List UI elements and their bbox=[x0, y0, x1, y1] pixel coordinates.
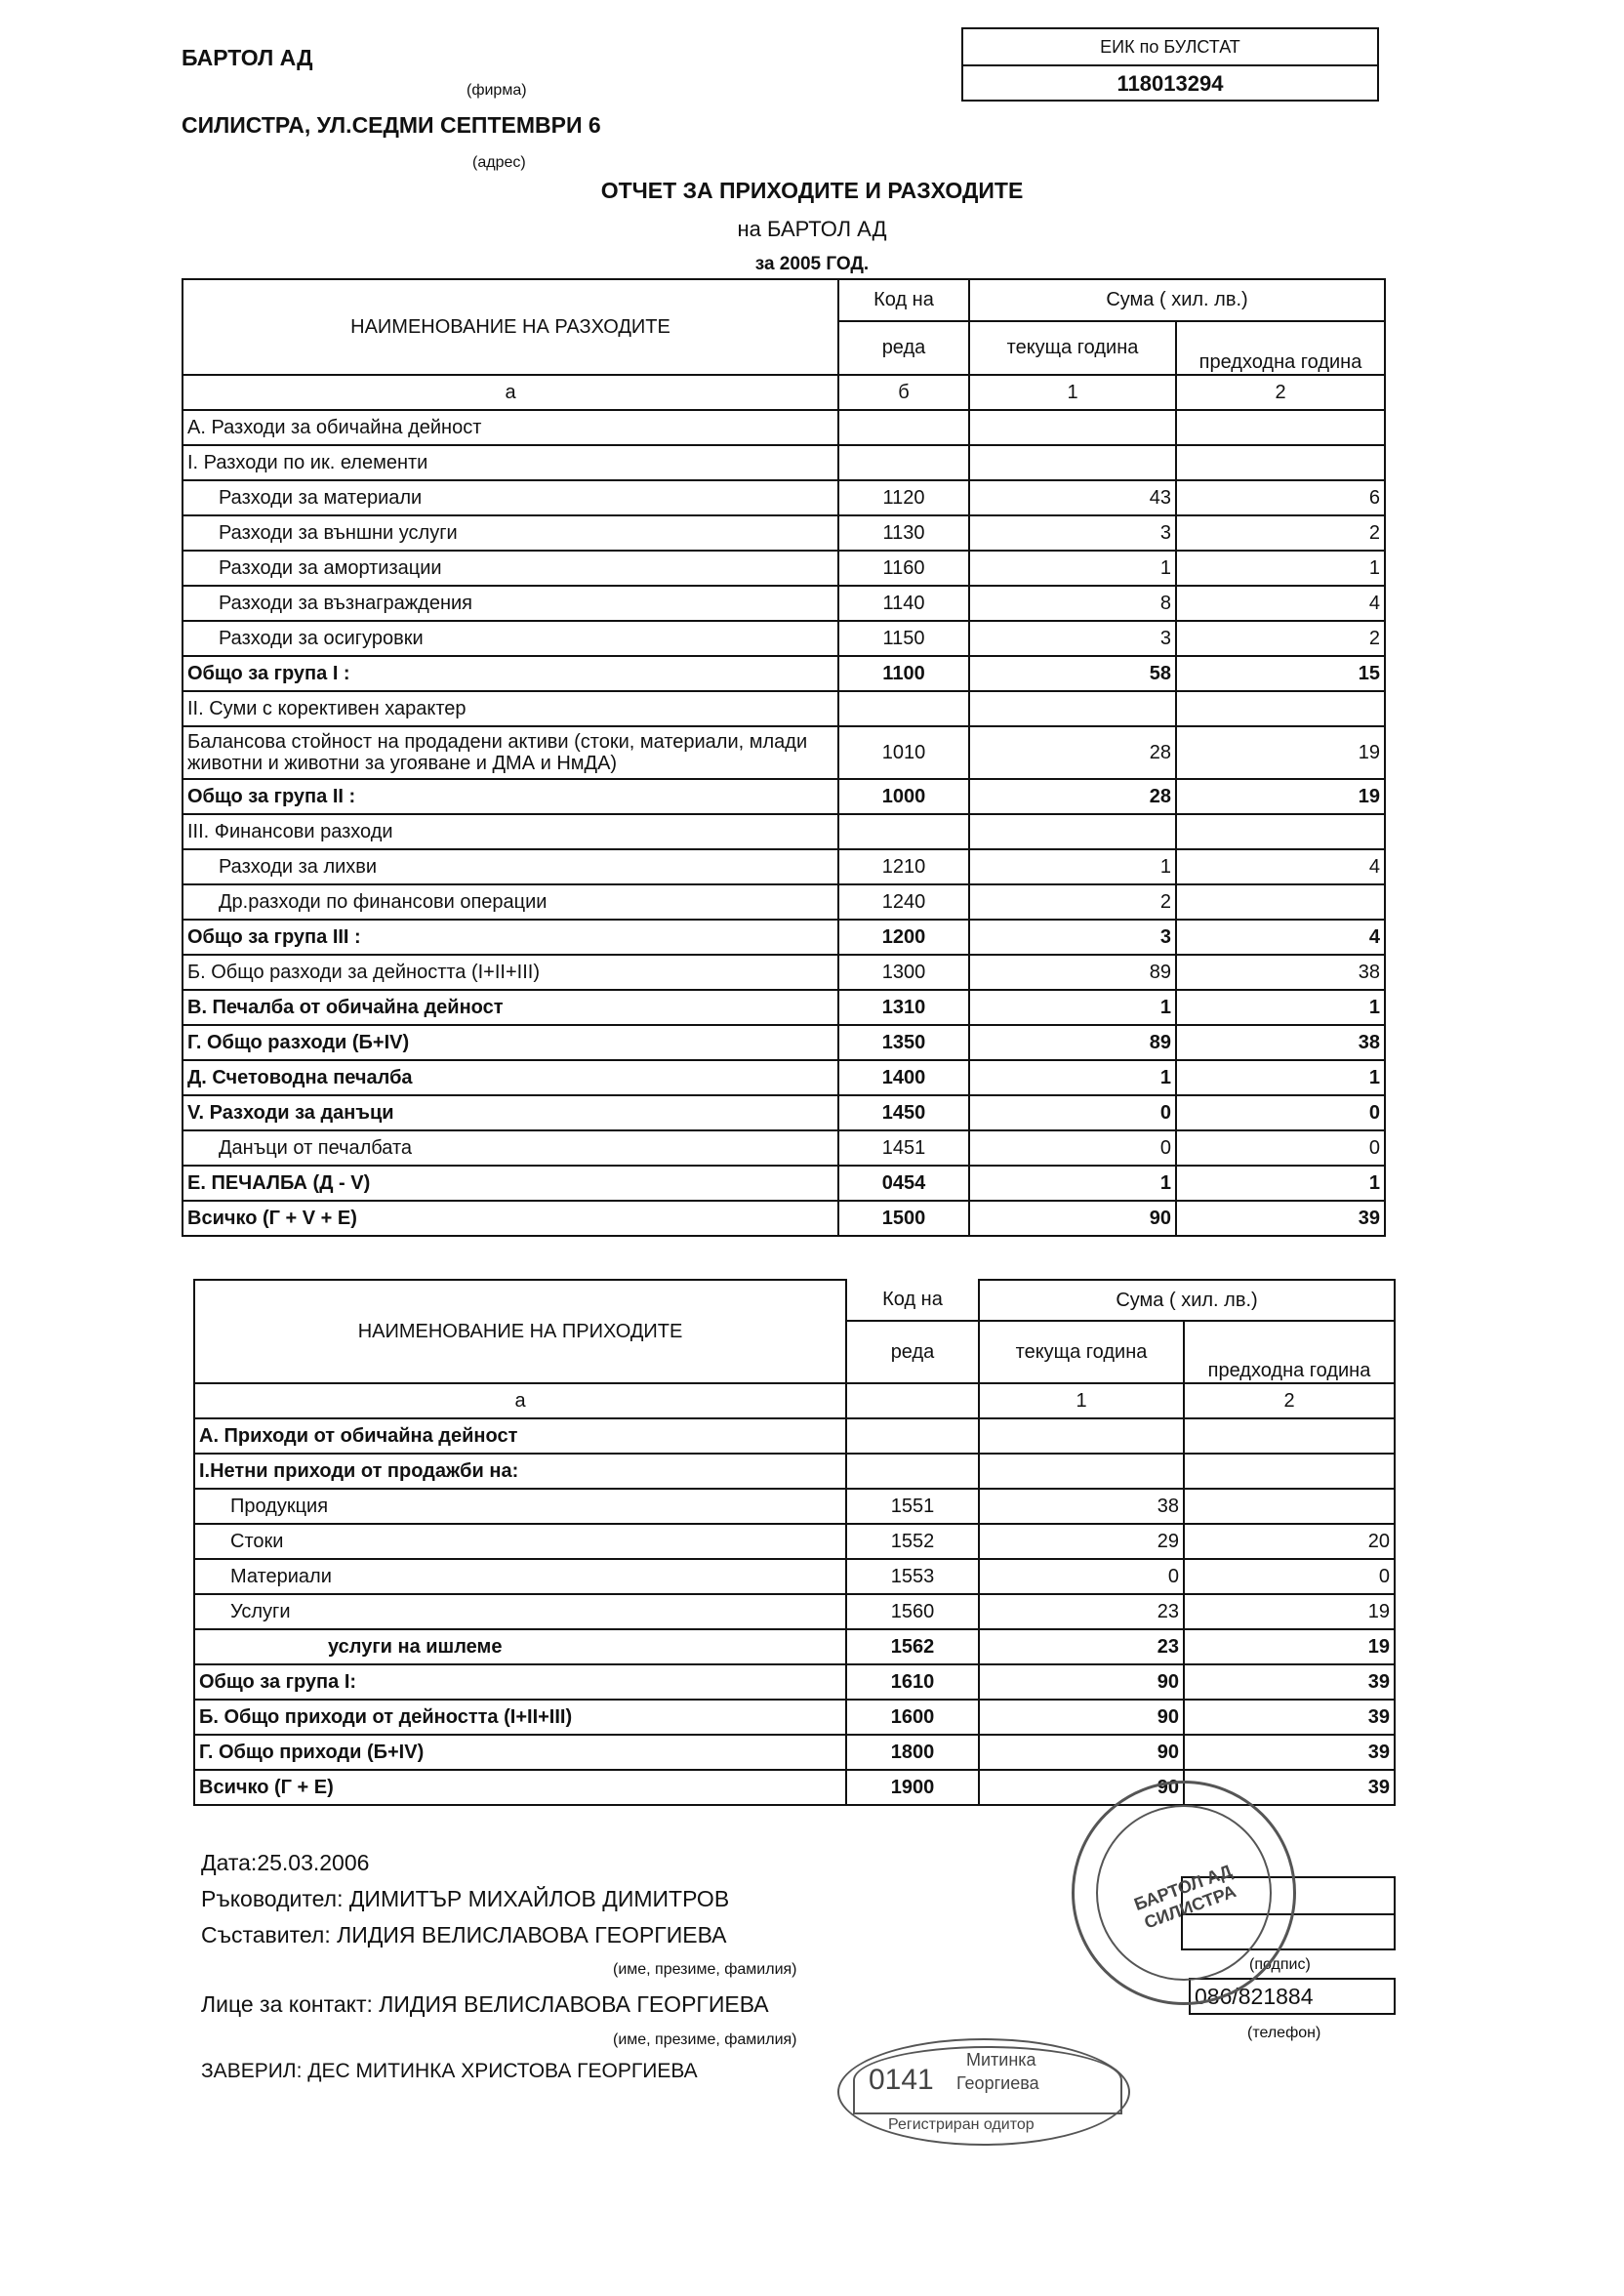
expenses-cell-name: V. Разходи за данъци bbox=[183, 1095, 838, 1130]
income-cell-current: 38 bbox=[979, 1489, 1184, 1524]
auditor-stamp-name-2: Георгиева bbox=[956, 2073, 1039, 2093]
expenses-cell-name: II. Суми с корективен характер bbox=[183, 691, 838, 726]
income-cell-code: 1551 bbox=[846, 1489, 979, 1524]
expenses-cell-name: Балансова стойност на продадени активи (стоки, материали, млади животни и животни за угояване и ДМА и НмДА) bbox=[183, 726, 838, 779]
income-cell-previous: 20 bbox=[1184, 1524, 1395, 1559]
income-cell-code: 1553 bbox=[846, 1559, 979, 1594]
income-col-current: текуща година bbox=[979, 1321, 1184, 1383]
income-cell-current: 90 bbox=[979, 1700, 1184, 1735]
expenses-cell-current: 3 bbox=[969, 920, 1176, 955]
income-index-1: 1 bbox=[979, 1383, 1184, 1418]
expenses-table bbox=[182, 278, 1386, 1237]
expenses-cell-current: 8 bbox=[969, 586, 1176, 621]
expenses-row bbox=[183, 621, 1385, 656]
income-cell-name: Продукция bbox=[194, 1489, 846, 1524]
expenses-cell-previous: 1 bbox=[1176, 990, 1385, 1025]
expenses-row bbox=[183, 480, 1385, 515]
expenses-cell-current bbox=[969, 445, 1176, 480]
expenses-cell-current bbox=[969, 814, 1176, 849]
expenses-cell-code: 1130 bbox=[838, 515, 969, 551]
compiler-name: Съставител: ЛИДИЯ ВЕЛИСЛАВОВА ГЕОРГИЕВА bbox=[201, 1922, 727, 1948]
contact-person: Лице за контакт: ЛИДИЯ ВЕЛИСЛАВОВА ГЕОРГИЕВА bbox=[201, 1991, 769, 2017]
income-row bbox=[194, 1594, 1395, 1629]
expenses-cell-current bbox=[969, 691, 1176, 726]
income-cell-name: Общо за група I: bbox=[194, 1664, 846, 1700]
income-cell-code: 1600 bbox=[846, 1700, 979, 1735]
round-company-stamp bbox=[1072, 1781, 1296, 2005]
income-cell-name: I.Нетни приходи от продажби на: bbox=[194, 1454, 846, 1489]
income-cell-current bbox=[979, 1418, 1184, 1454]
expenses-cell-code: 1300 bbox=[838, 955, 969, 990]
phone-box: 086/821884 bbox=[1189, 1978, 1396, 2015]
expenses-cell-current: 3 bbox=[969, 515, 1176, 551]
expenses-row bbox=[183, 779, 1385, 814]
signature-label: (подпис) bbox=[1249, 1956, 1311, 1973]
income-col-sum: Сума ( хил. лв.) bbox=[979, 1280, 1395, 1321]
expenses-cell-name: I. Разходи по ик. елементи bbox=[183, 445, 838, 480]
expenses-cell-code: 1010 bbox=[838, 726, 969, 779]
income-cell-current: 0 bbox=[979, 1559, 1184, 1594]
expenses-index-a: а bbox=[183, 375, 838, 410]
expenses-col-previous: предходна година bbox=[1176, 321, 1385, 375]
expenses-index-2: 2 bbox=[1176, 375, 1385, 410]
expenses-cell-name: Разходи за материали bbox=[183, 480, 838, 515]
expenses-row bbox=[183, 1025, 1385, 1060]
income-cell-current: 29 bbox=[979, 1524, 1184, 1559]
auditor-stamp-name-1: Митинка bbox=[966, 2050, 1036, 2070]
expenses-row bbox=[183, 410, 1385, 445]
report-period: за 2005 ГОД. bbox=[754, 254, 870, 274]
expenses-cell-name: Е. ПЕЧАЛБА (Д - V) bbox=[183, 1166, 838, 1201]
income-cell-name: Б. Общо приходи от дейността (I+II+III) bbox=[194, 1700, 846, 1735]
expenses-cell-previous: 39 bbox=[1176, 1201, 1385, 1236]
auditor-stamp-caption: Регистриран одитор bbox=[888, 2116, 1035, 2133]
expenses-col-name: НАИМЕНОВАНИЕ НА РАЗХОДИТЕ bbox=[183, 279, 838, 375]
expenses-cell-name: Разходи за амортизации bbox=[183, 551, 838, 586]
expenses-index-b: б bbox=[838, 375, 969, 410]
expenses-cell-previous bbox=[1176, 410, 1385, 445]
income-cell-code: 1610 bbox=[846, 1664, 979, 1700]
income-row bbox=[194, 1559, 1395, 1594]
income-cell-previous: 39 bbox=[1184, 1770, 1395, 1805]
income-cell-previous bbox=[1184, 1418, 1395, 1454]
round-stamp-text: БАРТОЛ АД СИЛИСТРА bbox=[1131, 1861, 1239, 1933]
expenses-cell-current: 89 bbox=[969, 955, 1176, 990]
income-cell-code: 1562 bbox=[846, 1629, 979, 1664]
income-cell-previous: 19 bbox=[1184, 1629, 1395, 1664]
income-row bbox=[194, 1489, 1395, 1524]
expenses-cell-previous: 19 bbox=[1176, 726, 1385, 779]
expenses-row bbox=[183, 445, 1385, 480]
expenses-row bbox=[183, 551, 1385, 586]
income-index-b bbox=[846, 1383, 979, 1418]
expenses-cell-previous: 4 bbox=[1176, 586, 1385, 621]
income-cell-current: 90 bbox=[979, 1664, 1184, 1700]
expenses-cell-name: Б. Общо разходи за дейността (I+II+III) bbox=[183, 955, 838, 990]
expenses-cell-previous bbox=[1176, 884, 1385, 920]
expenses-cell-name: Разходи за възнаграждения bbox=[183, 586, 838, 621]
expenses-cell-current: 1 bbox=[969, 849, 1176, 884]
expenses-cell-current: 89 bbox=[969, 1025, 1176, 1060]
income-cell-code: 1800 bbox=[846, 1735, 979, 1770]
expenses-row bbox=[183, 656, 1385, 691]
address-label: (адрес) bbox=[472, 154, 526, 171]
expenses-col-sum: Сума ( хил. лв.) bbox=[969, 279, 1385, 321]
expenses-cell-name: В. Печалба от обичайна дейност bbox=[183, 990, 838, 1025]
income-row bbox=[194, 1664, 1395, 1700]
income-cell-current: 90 bbox=[979, 1770, 1184, 1805]
income-cell-previous bbox=[1184, 1489, 1395, 1524]
expenses-cell-name: Общо за група III : bbox=[183, 920, 838, 955]
expenses-cell-code: 1000 bbox=[838, 779, 969, 814]
expenses-cell-current: 28 bbox=[969, 726, 1176, 779]
income-cell-previous: 0 bbox=[1184, 1559, 1395, 1594]
expenses-cell-previous: 2 bbox=[1176, 515, 1385, 551]
company-address: СИЛИСТРА, УЛ.СЕДМИ СЕПТЕМВРИ 6 bbox=[182, 112, 601, 138]
expenses-row bbox=[183, 515, 1385, 551]
income-cell-current: 23 bbox=[979, 1594, 1184, 1629]
income-cell-name: услуги на ишлеме bbox=[194, 1629, 846, 1664]
expenses-cell-code: 1150 bbox=[838, 621, 969, 656]
manager-name: Ръководител: ДИМИТЪР МИХАЙЛОВ ДИМИТРОВ bbox=[201, 1886, 730, 1911]
expenses-cell-code: 1350 bbox=[838, 1025, 969, 1060]
expenses-cell-name: Разходи за външни услуги bbox=[183, 515, 838, 551]
report-subtitle: на БАРТОЛ АД bbox=[737, 217, 887, 241]
expenses-row bbox=[183, 884, 1385, 920]
expenses-cell-name: Общо за група I : bbox=[183, 656, 838, 691]
expenses-row bbox=[183, 1201, 1385, 1236]
expenses-col-current: текуща година bbox=[969, 321, 1176, 375]
expenses-cell-name: Разходи за лихви bbox=[183, 849, 838, 884]
expenses-row bbox=[183, 1095, 1385, 1130]
expenses-cell-code: 1400 bbox=[838, 1060, 969, 1095]
expenses-cell-code: 1200 bbox=[838, 920, 969, 955]
expenses-cell-code: 1120 bbox=[838, 480, 969, 515]
expenses-cell-previous: 0 bbox=[1176, 1130, 1385, 1166]
expenses-row bbox=[183, 726, 1385, 779]
income-cell-code bbox=[846, 1418, 979, 1454]
income-row bbox=[194, 1454, 1395, 1489]
income-cell-previous: 39 bbox=[1184, 1664, 1395, 1700]
expenses-cell-current: 0 bbox=[969, 1095, 1176, 1130]
expenses-cell-previous: 1 bbox=[1176, 1060, 1385, 1095]
expenses-cell-code bbox=[838, 445, 969, 480]
expenses-cell-current: 0 bbox=[969, 1130, 1176, 1166]
expenses-cell-current bbox=[969, 410, 1176, 445]
expenses-cell-current: 1 bbox=[969, 1166, 1176, 1201]
expenses-row bbox=[183, 1130, 1385, 1166]
expenses-row bbox=[183, 1166, 1385, 1201]
expenses-cell-previous: 4 bbox=[1176, 920, 1385, 955]
expenses-cell-code bbox=[838, 410, 969, 445]
name-hint-2: (име, презиме, фамилия) bbox=[613, 2031, 797, 2048]
income-cell-previous: 39 bbox=[1184, 1700, 1395, 1735]
expenses-cell-current: 2 bbox=[969, 884, 1176, 920]
income-cell-previous bbox=[1184, 1454, 1395, 1489]
income-cell-code: 1560 bbox=[846, 1594, 979, 1629]
income-cell-code: 1552 bbox=[846, 1524, 979, 1559]
expenses-cell-previous: 6 bbox=[1176, 480, 1385, 515]
company-name: БАРТОЛ АД bbox=[182, 45, 313, 70]
company-label: (фирма) bbox=[467, 82, 527, 99]
phone-label: (телефон) bbox=[1247, 2025, 1321, 2041]
expenses-cell-current: 28 bbox=[969, 779, 1176, 814]
income-row bbox=[194, 1629, 1395, 1664]
expenses-row bbox=[183, 814, 1385, 849]
auditor-stamp-number: 0141 bbox=[869, 2064, 934, 2096]
name-hint-1: (име, презиме, фамилия) bbox=[613, 1961, 797, 1978]
eik-value: 118013294 bbox=[1116, 71, 1224, 96]
expenses-cell-code: 0454 bbox=[838, 1166, 969, 1201]
expenses-cell-code bbox=[838, 691, 969, 726]
expenses-cell-name: А. Разходи за обичайна дейност bbox=[183, 410, 838, 445]
income-cell-current: 23 bbox=[979, 1629, 1184, 1664]
income-cell-name: Всичко (Г + Е) bbox=[194, 1770, 846, 1805]
auditor-stamp bbox=[837, 2038, 1130, 2146]
expenses-cell-current: 90 bbox=[969, 1201, 1176, 1236]
eik-box bbox=[961, 27, 1379, 102]
income-row bbox=[194, 1735, 1395, 1770]
expenses-cell-current: 1 bbox=[969, 551, 1176, 586]
expenses-cell-previous: 38 bbox=[1176, 955, 1385, 990]
expenses-row bbox=[183, 586, 1385, 621]
expenses-cell-previous: 1 bbox=[1176, 551, 1385, 586]
expenses-cell-previous: 15 bbox=[1176, 656, 1385, 691]
income-cell-name: А. Приходи от обичайна дейност bbox=[194, 1418, 846, 1454]
expenses-cell-previous: 0 bbox=[1176, 1095, 1385, 1130]
expenses-cell-code bbox=[838, 814, 969, 849]
expenses-cell-previous: 4 bbox=[1176, 849, 1385, 884]
income-col-name: НАИМЕНОВАНИЕ НА ПРИХОДИТЕ bbox=[194, 1280, 846, 1383]
expenses-cell-code: 1450 bbox=[838, 1095, 969, 1130]
income-table bbox=[193, 1279, 1396, 1806]
expenses-cell-name: Разходи за осигуровки bbox=[183, 621, 838, 656]
expenses-cell-code: 1240 bbox=[838, 884, 969, 920]
income-col-previous: предходна година bbox=[1184, 1321, 1395, 1383]
income-cell-current: 90 bbox=[979, 1735, 1184, 1770]
income-cell-name: Стоки bbox=[194, 1524, 846, 1559]
income-index-a: а bbox=[194, 1383, 846, 1418]
expenses-cell-current: 58 bbox=[969, 656, 1176, 691]
income-index-2: 2 bbox=[1184, 1383, 1395, 1418]
expenses-cell-current: 1 bbox=[969, 1060, 1176, 1095]
expenses-cell-code: 1100 bbox=[838, 656, 969, 691]
income-cell-code bbox=[846, 1454, 979, 1489]
expenses-cell-current: 1 bbox=[969, 990, 1176, 1025]
expenses-cell-name: III. Финансови разходи bbox=[183, 814, 838, 849]
income-cell-previous: 19 bbox=[1184, 1594, 1395, 1629]
eik-label: ЕИК по БУЛСТАТ bbox=[963, 29, 1377, 66]
expenses-row bbox=[183, 920, 1385, 955]
income-row bbox=[194, 1700, 1395, 1735]
expenses-cell-code: 1451 bbox=[838, 1130, 969, 1166]
expenses-cell-previous bbox=[1176, 445, 1385, 480]
expenses-row bbox=[183, 955, 1385, 990]
income-cell-previous: 39 bbox=[1184, 1735, 1395, 1770]
income-col-code: Код на bbox=[846, 1280, 979, 1321]
income-cell-name: Услуги bbox=[194, 1594, 846, 1629]
expenses-col-code: Код на bbox=[838, 279, 969, 321]
expenses-cell-name: Г. Общо разходи (Б+IV) bbox=[183, 1025, 838, 1060]
expenses-cell-code: 1160 bbox=[838, 551, 969, 586]
expenses-cell-code: 1210 bbox=[838, 849, 969, 884]
income-cell-name: Г. Общо приходи (Б+IV) bbox=[194, 1735, 846, 1770]
expenses-cell-name: Всичко (Г + V + Е) bbox=[183, 1201, 838, 1236]
certified-by: ЗАВЕРИЛ: ДЕС МИТИНКА ХРИСТОВА ГЕОРГИЕВА bbox=[201, 2060, 698, 2082]
expenses-cell-previous: 2 bbox=[1176, 621, 1385, 656]
expenses-cell-previous: 1 bbox=[1176, 1166, 1385, 1201]
expenses-cell-previous bbox=[1176, 691, 1385, 726]
report-date: Дата:25.03.2006 bbox=[201, 1850, 370, 1875]
expenses-cell-code: 1140 bbox=[838, 586, 969, 621]
expenses-index-1: 1 bbox=[969, 375, 1176, 410]
expenses-col-code-2: реда bbox=[838, 321, 969, 375]
income-row bbox=[194, 1418, 1395, 1454]
income-col-code-2: реда bbox=[846, 1321, 979, 1383]
report-title: ОТЧЕТ ЗА ПРИХОДИТЕ И РАЗХОДИТЕ bbox=[600, 178, 1024, 203]
expenses-cell-current: 3 bbox=[969, 621, 1176, 656]
expenses-row bbox=[183, 1060, 1385, 1095]
expenses-cell-previous: 38 bbox=[1176, 1025, 1385, 1060]
expenses-cell-previous: 19 bbox=[1176, 779, 1385, 814]
expenses-cell-name: Общо за група II : bbox=[183, 779, 838, 814]
expenses-cell-code: 1500 bbox=[838, 1201, 969, 1236]
expenses-cell-previous bbox=[1176, 814, 1385, 849]
income-cell-code: 1900 bbox=[846, 1770, 979, 1805]
expenses-cell-name: Данъци от печалбата bbox=[183, 1130, 838, 1166]
income-row bbox=[194, 1524, 1395, 1559]
expenses-row bbox=[183, 990, 1385, 1025]
income-cell-name: Материали bbox=[194, 1559, 846, 1594]
expenses-cell-name: Др.разходи по финансови операции bbox=[183, 884, 838, 920]
expenses-row bbox=[183, 849, 1385, 884]
expenses-cell-current: 43 bbox=[969, 480, 1176, 515]
income-cell-current bbox=[979, 1454, 1184, 1489]
expenses-row bbox=[183, 691, 1385, 726]
expenses-cell-code: 1310 bbox=[838, 990, 969, 1025]
expenses-cell-name: Д. Счетоводна печалба bbox=[183, 1060, 838, 1095]
